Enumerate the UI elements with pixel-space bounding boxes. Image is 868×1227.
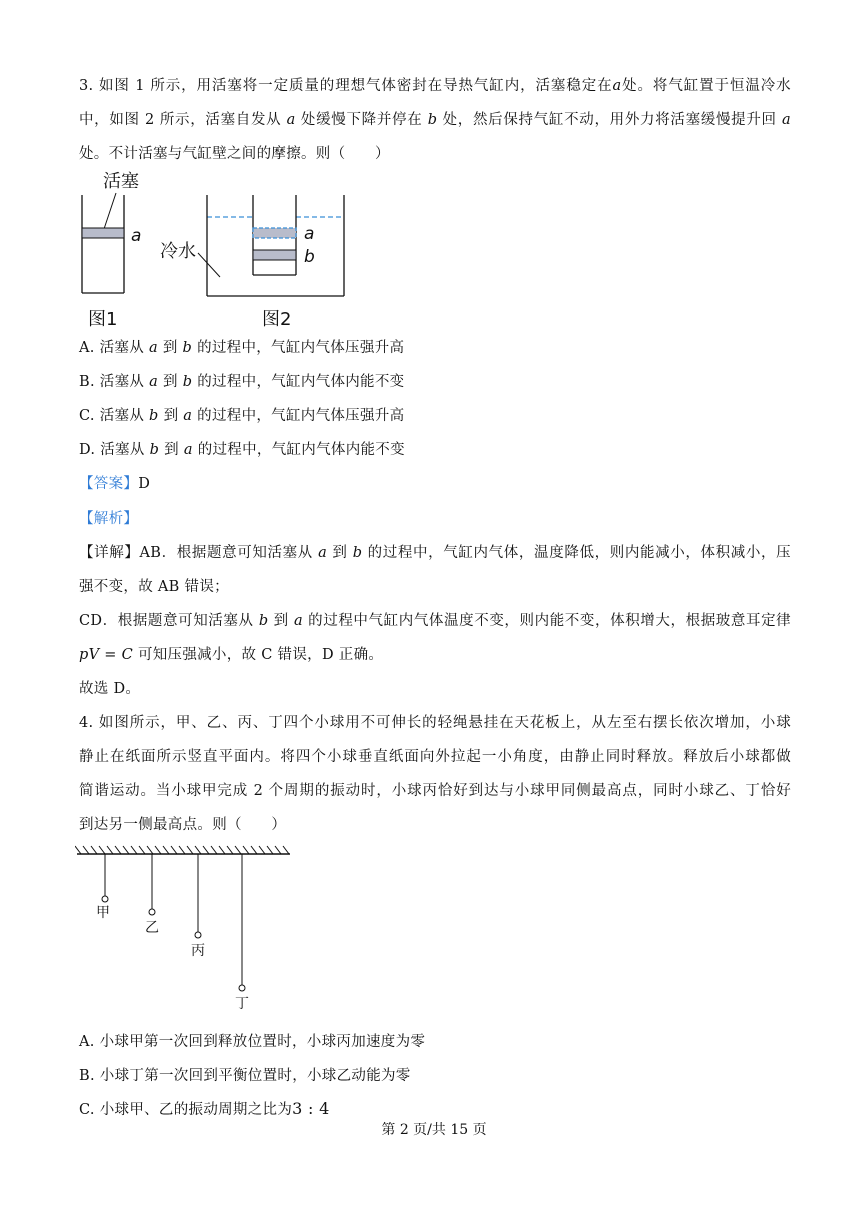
ceiling-hatch-mark bbox=[219, 846, 225, 854]
q3-detail-line2: 强不变，故 AB 错误； bbox=[79, 579, 229, 595]
figure1-caption: 图1 bbox=[88, 309, 118, 330]
q3-detail-line4: pV = C 可知压强减小，故 C 错误，D 正确。 bbox=[79, 647, 384, 663]
q3-answer: 【答案】D bbox=[79, 476, 151, 492]
ceiling-hatch-mark bbox=[211, 846, 217, 854]
ceiling-hatch-mark bbox=[227, 846, 233, 854]
figure2-caption: 图2 bbox=[262, 309, 292, 330]
q3-cylinder-figure bbox=[70, 165, 370, 335]
q3-conclusion: 故选 D。 bbox=[79, 681, 141, 697]
piston2-position-a bbox=[253, 228, 296, 238]
q4-stem-line2: 静止在纸面所示竖直平面内。将四个小球垂直纸面向外拉起一小角度，由静止同时释放。释放后小球都做 bbox=[79, 749, 791, 765]
q4-option-b: B. 小球丁第一次回到平衡位置时，小球乙动能为零 bbox=[79, 1068, 411, 1084]
boyle-formula: pV = C bbox=[79, 647, 134, 663]
q4-stem-line4: 到达另一侧最高点。则（ ） bbox=[79, 817, 287, 833]
ball-jia bbox=[102, 896, 108, 902]
ceiling-hatch-mark bbox=[83, 846, 89, 854]
q3-stem-line1: 3. 如图 1 所示，用活塞将一定质量的理想气体密封在导热气缸内，活塞稳定在a处。将气缸置于恒温冷水 bbox=[79, 78, 791, 94]
ceiling-hatch-mark bbox=[107, 846, 113, 854]
cold-water-pointer-line bbox=[198, 253, 220, 277]
ceiling-hatch-mark bbox=[91, 846, 97, 854]
piston-label: 活塞 bbox=[103, 171, 139, 192]
piston2-b-label: b bbox=[304, 247, 315, 267]
ceiling-hatch-mark bbox=[115, 846, 121, 854]
ceiling-hatch-mark bbox=[275, 846, 281, 854]
piston1 bbox=[82, 228, 124, 238]
ceiling-hatch-mark bbox=[259, 846, 265, 854]
ceiling-hatch-mark bbox=[267, 846, 273, 854]
ball-jia-label: 甲 bbox=[96, 905, 110, 921]
ceiling-hatch-mark bbox=[283, 846, 289, 854]
ceiling-hatch-mark bbox=[139, 846, 145, 854]
q4-option-c: C. 小球甲、乙的振动周期之比为3 : 4 bbox=[79, 1099, 330, 1118]
q3-option-d: D. 活塞从 b 到 a 的过程中，气缸内气体内能不变 bbox=[79, 442, 405, 458]
ceiling-hatch-mark bbox=[155, 846, 161, 854]
ceiling-hatch-mark bbox=[235, 846, 241, 854]
ball-bing-label: 丙 bbox=[191, 943, 205, 959]
q3-analysis-tag: 【解析】 bbox=[79, 511, 139, 527]
ceiling-hatch-mark bbox=[203, 846, 209, 854]
cold-water-label: 冷水 bbox=[160, 241, 196, 262]
piston-pointer-line bbox=[104, 193, 116, 229]
ceiling-hatch-mark bbox=[171, 846, 177, 854]
ball-bing bbox=[195, 932, 201, 938]
ceiling bbox=[75, 846, 290, 854]
page-footer: 第 2 页/共 15 页 bbox=[381, 1122, 487, 1138]
ceiling-hatch-mark bbox=[251, 846, 257, 854]
q4-stem-line1: 4. 如图所示，甲、乙、丙、丁四个小球用不可伸长的轻绳悬挂在天花板上，从左至右摆长依次增加，小球 bbox=[79, 715, 791, 731]
ball-yi bbox=[149, 909, 155, 915]
ceiling-hatch-mark bbox=[195, 846, 201, 854]
ball-ding bbox=[239, 985, 245, 991]
q4-stem-line3: 简谐运动。当小球甲完成 2 个周期的振动时，小球丙恰好到达与小球甲同侧最高点，同时小球乙、丁恰好 bbox=[79, 783, 791, 799]
ball-yi-label: 乙 bbox=[145, 920, 159, 936]
q4-option-a: A. 小球甲第一次回到释放位置时，小球丙加速度为零 bbox=[79, 1034, 426, 1050]
ceiling-hatch-mark bbox=[99, 846, 105, 854]
q3-option-b: B. 活塞从 a 到 b 的过程中，气缸内气体内能不变 bbox=[79, 374, 405, 390]
q3-option-c: C. 活塞从 b 到 a 的过程中，气缸内气体压强升高 bbox=[79, 408, 405, 424]
ball-ding-label: 丁 bbox=[235, 996, 249, 1012]
piston2-position-b bbox=[253, 250, 296, 260]
ceiling-hatch-mark bbox=[75, 846, 81, 854]
ceiling-hatch-mark bbox=[163, 846, 169, 854]
piston1-a-label: a bbox=[131, 226, 142, 246]
q3-detail-line3: CD．根据题意可知活塞从 b 到 a 的过程中气缸内气体温度不变，则内能不变，体积增大，根据玻意耳定律 bbox=[79, 613, 791, 629]
piston2-a-label: a bbox=[304, 224, 315, 244]
ceiling-hatch-mark bbox=[123, 846, 129, 854]
period-ratio: 3 : 4 bbox=[292, 1099, 330, 1118]
q3-detail-line1: 【详解】AB．根据题意可知活塞从 a 到 b 的过程中，气缸内气体，温度降低，则内能减小，体积减小，压 bbox=[79, 545, 791, 561]
q3-option-a: A. 活塞从 a 到 b 的过程中，气缸内气体压强升高 bbox=[79, 340, 405, 356]
ceiling-hatch-mark bbox=[179, 846, 185, 854]
ceiling-hatch-mark bbox=[187, 846, 193, 854]
ceiling-hatch-mark bbox=[243, 846, 249, 854]
answer-tag: 【答案】 bbox=[79, 476, 139, 492]
q3-stem-line2: 中，如图 2 所示，活塞自发从 a 处缓慢下降并停在 b 处，然后保持气缸不动，用外力将活塞缓慢提升回 a bbox=[79, 112, 791, 128]
q3-stem-line3: 处。不计活塞与气缸壁之间的摩擦。则（ ） bbox=[79, 146, 390, 162]
ceiling-hatch-mark bbox=[131, 846, 137, 854]
q4-pendulum-figure bbox=[75, 843, 300, 1013]
ceiling-hatch-mark bbox=[147, 846, 153, 854]
